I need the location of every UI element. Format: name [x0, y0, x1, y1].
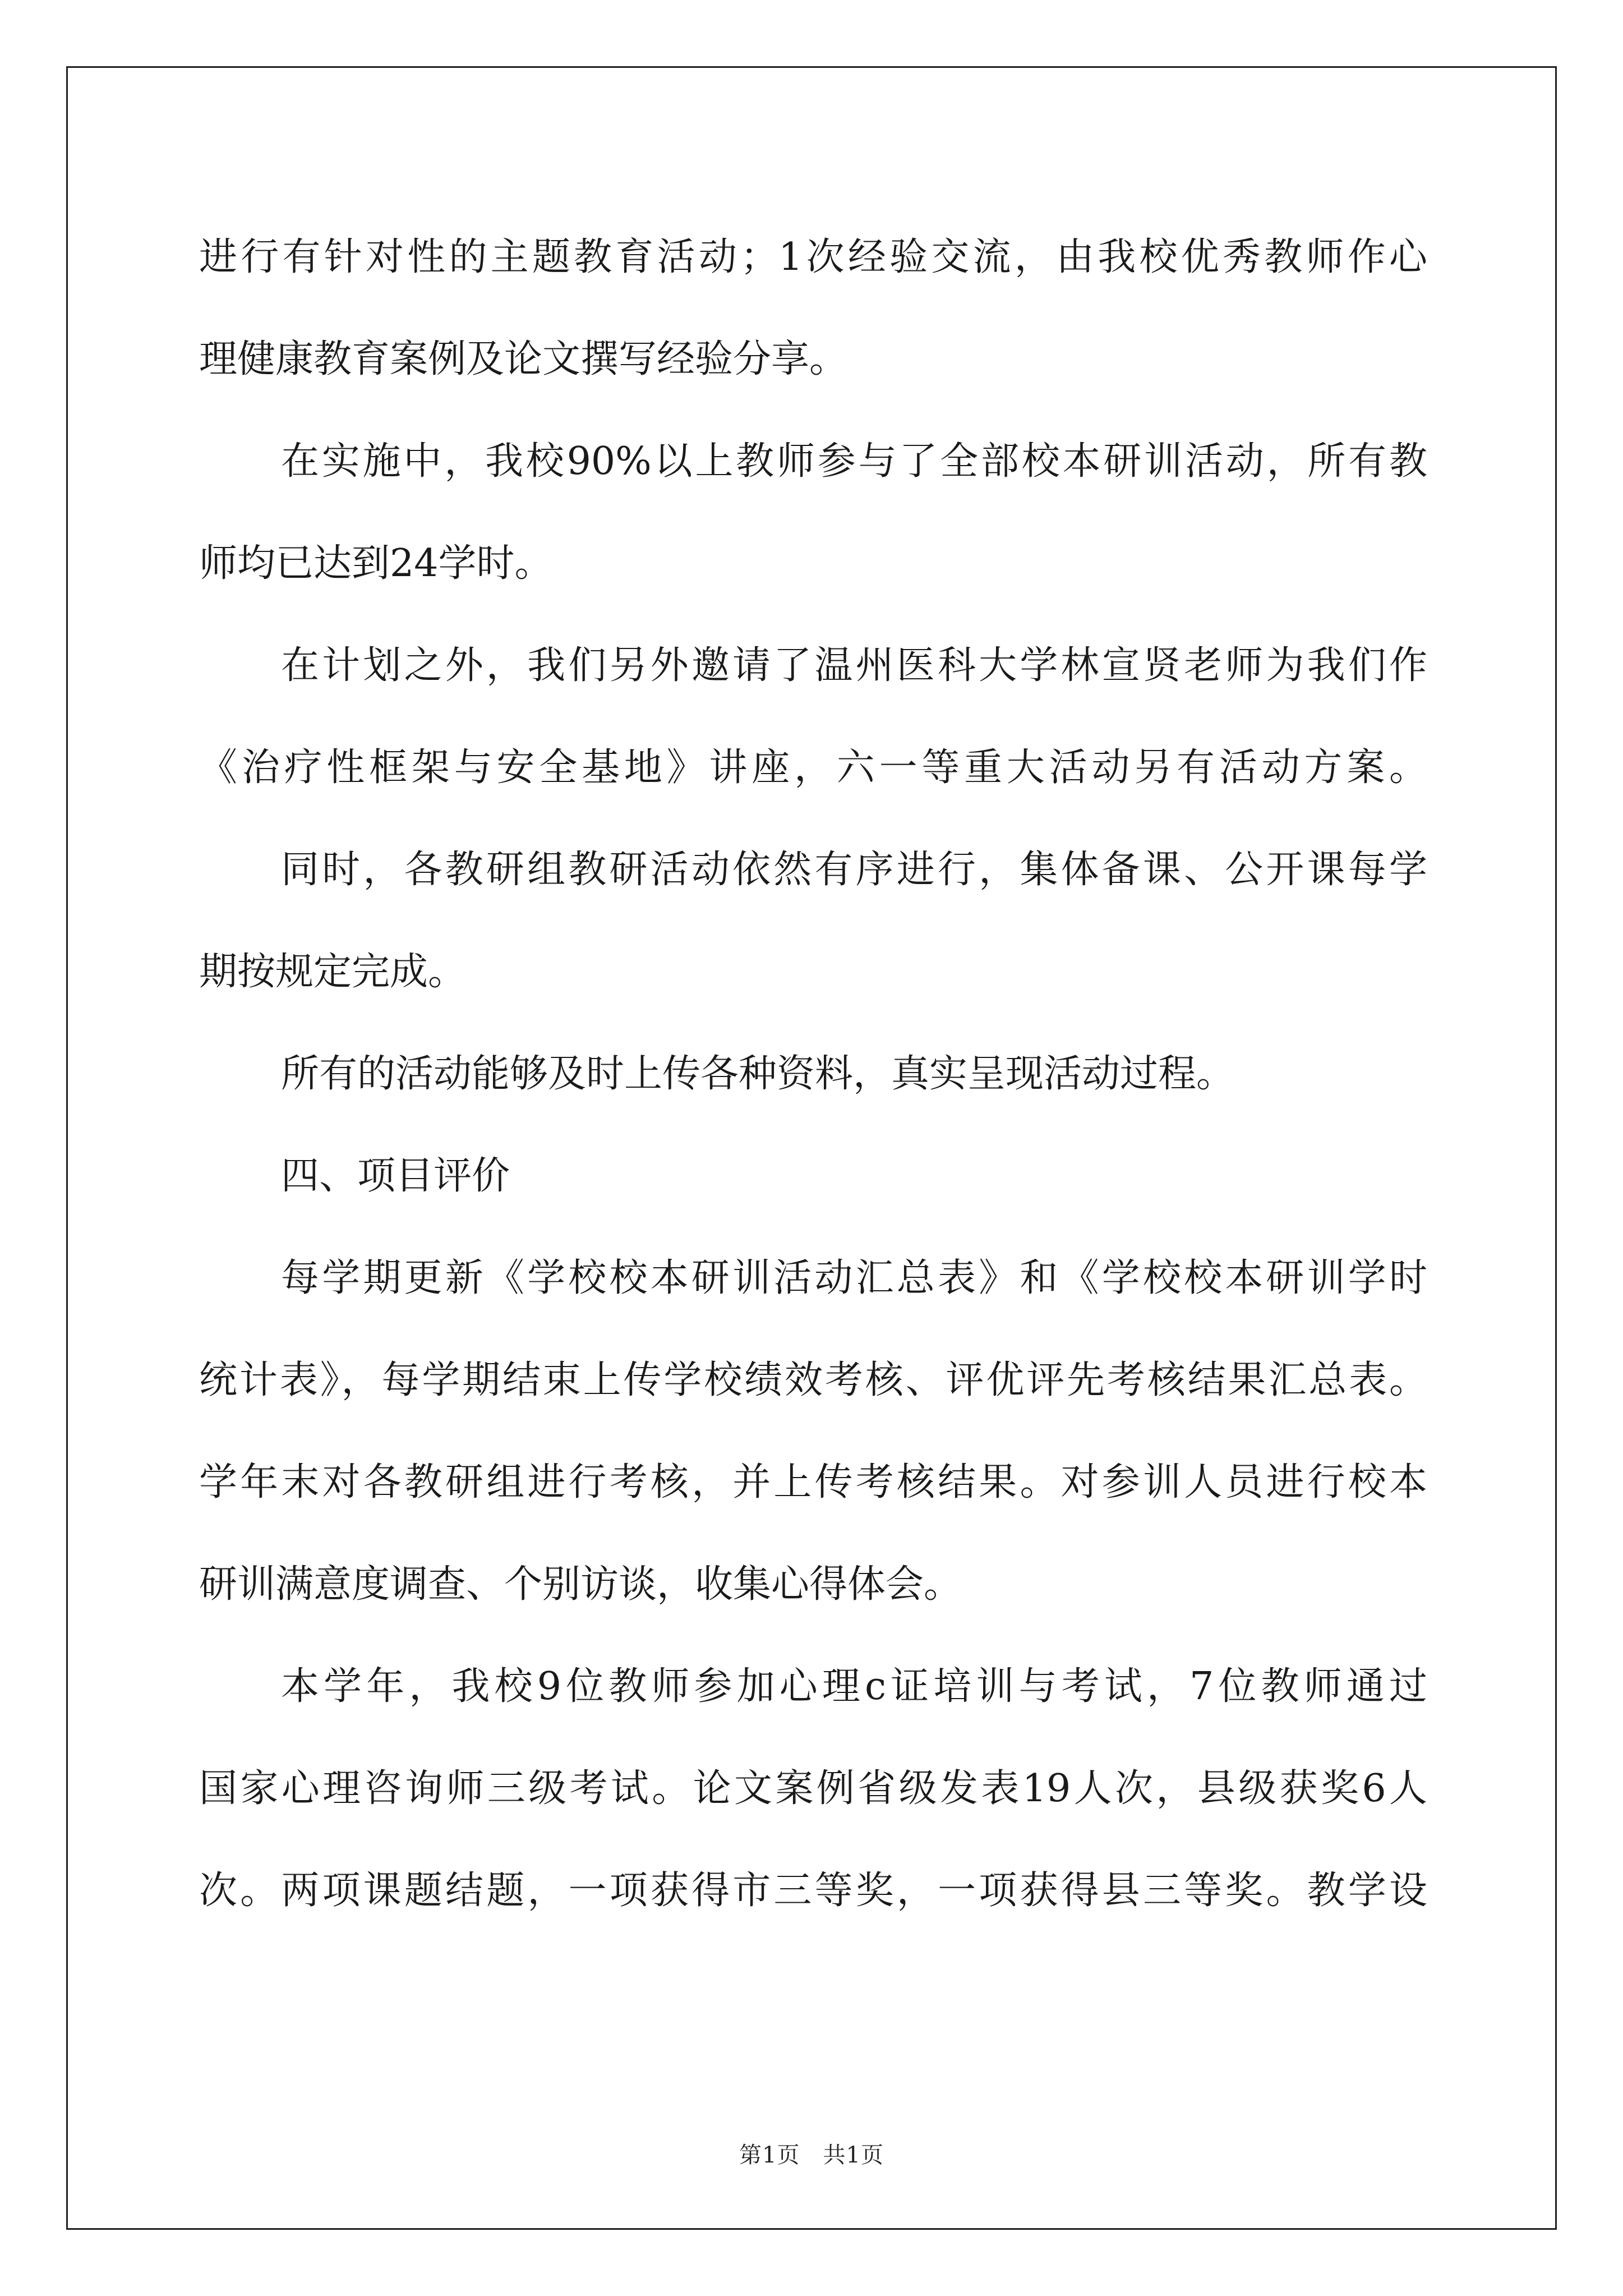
text-line-12: 统计表》，每学期结束上传学校绩效考核、评优评先考核结果汇总表。	[199, 1358, 1427, 1402]
text-line-2: 理健康教育案例及论文撰写经验分享。	[199, 337, 848, 381]
text-line-16: 国家心理咨询师三级考试。论文案例省级发表19人次，县级获奖6人	[199, 1766, 1427, 1811]
text-line-3: 在实施中，我校90%以上教师参与了全部校本研训活动，所有教	[281, 439, 1427, 484]
text-line-17: 次。两项课题结题，一项获得市三等奖，一项获得县三等奖。教学设	[199, 1869, 1427, 1913]
text-line-9: 所有的活动能够及时上传各种资料，真实呈现活动过程。	[281, 1052, 1235, 1096]
text-line-6: 《治疗性框架与安全基地》讲座，六一等重大活动另有活动方案。	[199, 746, 1427, 790]
page-number-footer: 第1页 共1页	[739, 2142, 884, 2168]
text-line-13: 学年末对各教研组进行考核，并上传考核结果。对参训人员进行校本	[199, 1460, 1427, 1504]
document-body	[199, 206, 1427, 1942]
text-line-5: 在计划之外，我们另外邀请了温州医科大学林宣贤老师为我们作	[281, 643, 1427, 688]
text-line-8: 期按规定完成。	[199, 950, 467, 994]
text-line-11: 每学期更新《学校校本研训活动汇总表》和《学校校本研训学时	[281, 1256, 1427, 1300]
text-line-1: 进行有针对性的主题教育活动；1次经验交流，由我校优秀教师作心	[199, 235, 1427, 279]
text-line-4: 师均已达到24学时。	[199, 541, 553, 586]
text-line-7: 同时，各教研组教研活动依然有序进行，集体备课、公开课每学	[281, 848, 1427, 892]
text-line-15: 本学年，我校9位教师参加心理c证培训与考试，7位教师通过	[281, 1664, 1427, 1709]
section-heading: 四、项目评价	[281, 1154, 510, 1198]
text-line-14: 研训满意度调查、个别访谈，收集心得体会。	[199, 1562, 962, 1607]
